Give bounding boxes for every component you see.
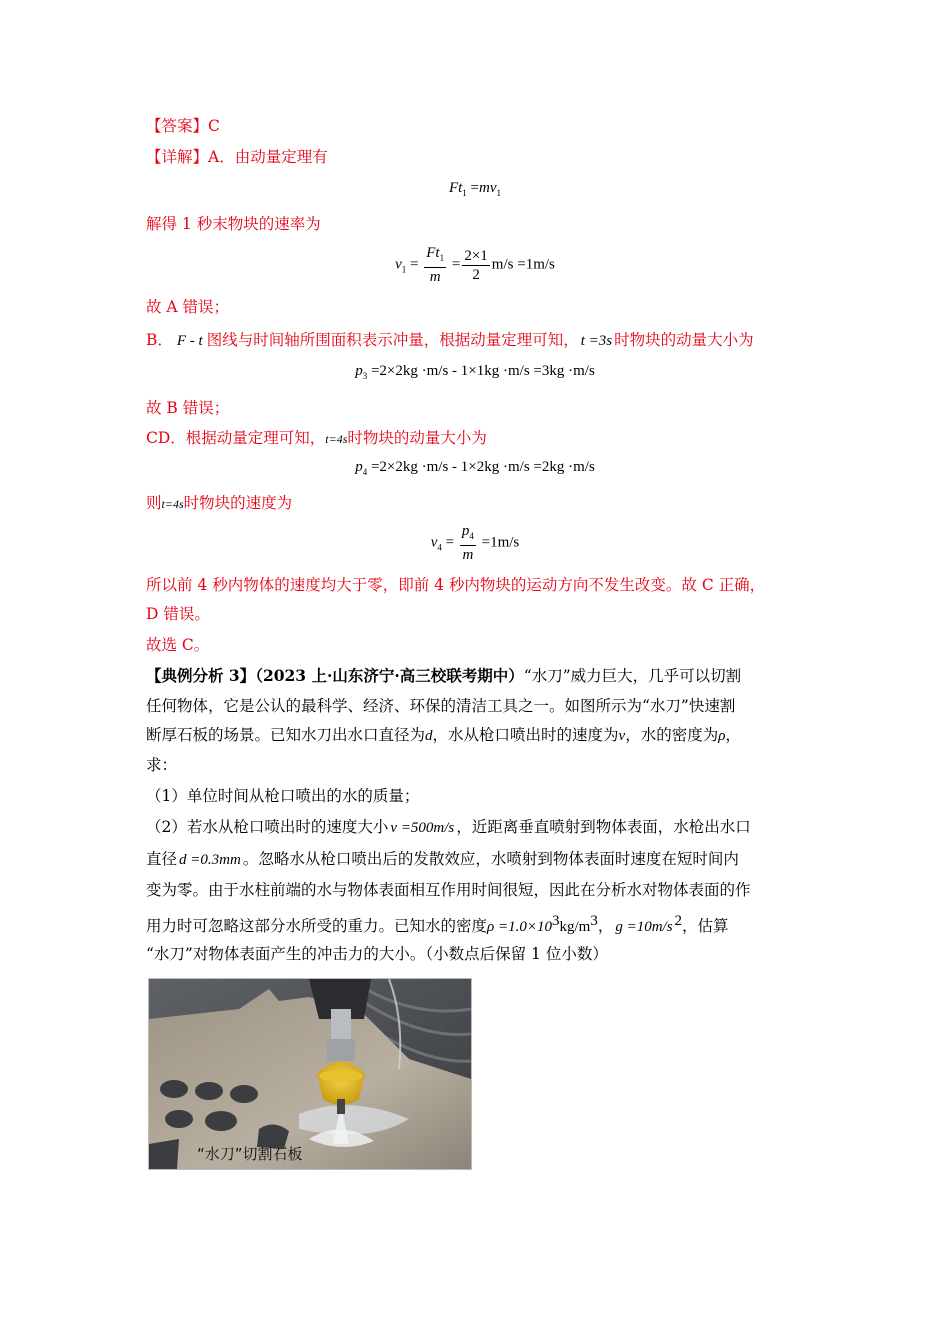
detail-label: 【详解】 [146,148,209,166]
fraction-values: $\frac{2\times 1}{2}$ [464,247,488,283]
b-wrong: 故 B 错误； [146,399,230,417]
photo-caption: “水刀”切割石板 [197,1145,303,1163]
a-wrong: 故 A 错误； [146,298,230,316]
example-line-3: 断厚石板的场景。已知水刀出水口直径为d，水从枪口喷出时的速度为v，水的密度为ρ， [146,726,741,744]
answer-label: 【答案】 [146,117,209,135]
answer-line [146,116,220,136]
waterjet-photo [148,978,472,1170]
conclusion-line-2: D 错误。 [146,605,210,623]
then-line: 则t=4s时物块的速度为 [146,494,293,512]
conclusion-line-1: 所以前 4 秒内物体的速度均大于零，即前 4 秒内物块的运动方向不发生改变。故 C 正确， [146,576,766,594]
detail-part-a: A．由动量定理有 [208,148,328,166]
example-line-2: 任何物体，它是公认的最科学、经济、环保的清洁工具之一。如图所示为“水刀”快速割 [146,697,736,715]
question-2-line-5: “水刀”对物体表面产生的冲击力的大小。（小数点后保留 1 位小数） [146,945,608,963]
example-label: 【典例分析 3】 [146,666,256,685]
equation-v4: $v_4$ = $\frac{p_4}{m}$ =1m/s [430,523,520,563]
example-line-1: 【典例分析 3】（2023 上·山东济宁·高三校联考期中）“水刀”威力巨大，几乎可以切割 [146,666,742,685]
waterjet-illustration [149,979,471,1169]
fraction-ft-m: $\frac{Ft_1}{m}$ [426,245,445,285]
question-1: （1）单位时间从枪口喷出的水的质量； [146,787,420,805]
equation-p3: $p_3 =2\times 2kg \cdot m/s - 1\times 1kg \cdot m/s =3kg \cdot m/s$ [355,363,595,381]
choose-line: 故选 C。 [146,636,210,654]
question-2-line-3: 变为零。由于水柱前端的水与物体表面相互作用时间很短，因此在分析水对物体表面的作 [146,881,751,899]
example-source: （2023 上·山东济宁·高三校联考期中） [255,666,524,685]
fraction-p4-m: $\frac{p_4}{m}$ [461,523,474,563]
cd-line: CD．根据动量定理可知，t=4s时物块的动量大小为 [146,429,487,447]
equation-p4: $p_4 =2\times 2kg \cdot m/s - 1\times 2kg \cdot m/s =2kg \cdot m/s$ [355,459,595,477]
b-line: B． F - t 图线与时间轴所围面积表示冲量，根据动量定理可知， t =3s 时物块的动量大小为 [146,331,754,349]
example-line-4: 求： [146,756,178,774]
equation-impulse: $Ft_1 =mv_1$ [448,180,502,198]
question-2-line-1: （2）若水从枪口喷出时的速度大小 v =500m/s ，近距离垂直喷射到物体表面，水枪出水口 [146,818,751,836]
speed-intro: 解得 1 秒末物块的速率为 [146,215,321,233]
answer-value: C [208,117,220,135]
detail-line [146,147,328,167]
question-2-line-4: 用力时可忽略这部分水所受的重力。已知水的密度$\rho =1.0\times 10^3kg/m^3$， g =10m/s $^2$，估算 [146,913,729,936]
question-2-line-2: 直径 d =0.3mm 。忽略水从枪口喷出后的发散效应，水喷射到物体表面时速度在短时间内 [146,850,739,868]
equation-speed: $v_1$ = $\frac{Ft_1}{m}$ = $\frac{2\times 1}{2}$ m/s =1m/s [395,245,555,285]
